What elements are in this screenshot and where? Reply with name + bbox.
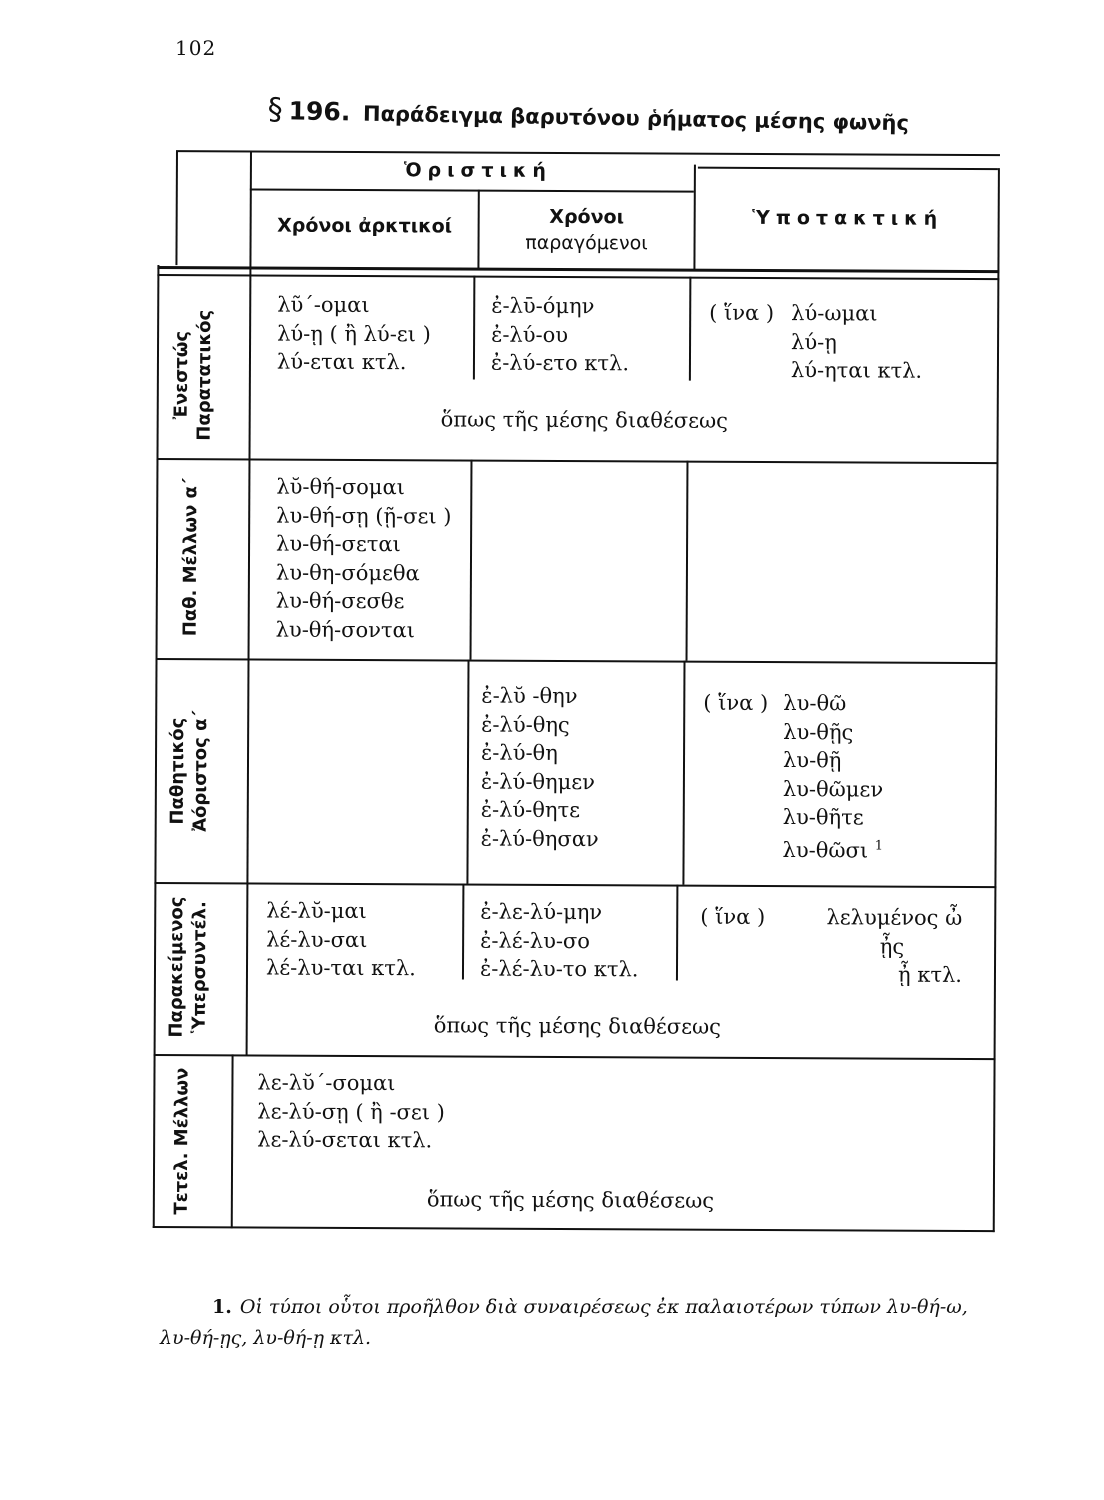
table-border-left: [153, 265, 160, 1228]
row-label-parakeimenos-1: Παρακείμενος: [165, 896, 188, 1038]
section-number: 196.: [288, 96, 351, 127]
row1-arktikoi: [277, 291, 431, 377]
label-column-divider-lower: [231, 1054, 234, 1228]
section-title: [267, 92, 909, 138]
row3-bottom: [154, 882, 996, 888]
form: ἐ-λύ-θη: [481, 740, 558, 765]
header-paragomenoi-line2: παραγόμενοι: [525, 231, 648, 255]
form: ᾖς: [879, 934, 905, 959]
row2-divider-b: [686, 461, 689, 661]
form: ἐ-λύ-ου: [491, 322, 569, 347]
row-label-enestos: [169, 285, 220, 465]
form: λυ-θῶμεν: [782, 776, 884, 802]
row4-divider-b: [676, 885, 678, 981]
row1-note: ὅπως τῆς μέσης διαθέσεως: [440, 407, 728, 433]
header-bottom-rule-2: [157, 274, 999, 280]
row1-hina: ( ἵνα ): [709, 300, 775, 326]
row5-note: ὅπως τῆς μέσης διαθέσεως: [426, 1187, 715, 1213]
form: λε-λύ-σεται κτλ.: [257, 1127, 433, 1153]
row1-paragomenoi: [491, 292, 630, 378]
form: λύ-ῃ ( ἢ λύ-ει ): [277, 321, 431, 346]
form: ἐ-λε-λύ-μην: [480, 899, 603, 925]
header-divider-ypotaktiki: [693, 165, 696, 271]
row-label-aoristos-1: Παθητικός: [166, 717, 189, 825]
row-label-tetelesmenos-mellon: [170, 1051, 197, 1231]
row2-divider-a: [470, 460, 473, 660]
table-border-right: [993, 168, 1000, 1232]
table-border-bottom: [153, 1226, 995, 1232]
row1-bottom: [156, 458, 998, 464]
header-ypotaktiki-top: [698, 167, 998, 170]
label-column-divider: [246, 150, 252, 1054]
row-label-parakeimenos: [165, 877, 216, 1057]
row-label-aoristos: [165, 671, 216, 871]
row3-paragomenoi: [481, 682, 600, 854]
row4-note: ὅπως τῆς μέσης διαθέσεως: [433, 1013, 721, 1039]
form: [783, 832, 884, 865]
form: ἐ-λῠ -θην: [481, 683, 578, 709]
form: λῠ-θή-σομαι: [276, 474, 405, 500]
form: λελυμένος ὦ: [826, 905, 963, 930]
form: λυ-θή-σεσθε: [275, 588, 405, 614]
footnote-line-1: Οἱ τύποι οὗτοι προῆλθον διὰ συναιρέσεως ἐκ παλαιοτέρων τύπων λυ-θή-ω,: [239, 1296, 968, 1318]
header-paragomenoi-line1: Χρόνοι: [549, 205, 625, 229]
row-label-parakeimenos-2: Ὑπερσυντέλ.: [188, 901, 211, 1034]
row4-arktikoi: [266, 897, 416, 983]
form: λέ-λῠ-μαι: [266, 898, 367, 924]
table-border-top: [178, 150, 1000, 156]
form: λε-λύ-σῃ ( ἢ -σει ): [257, 1098, 445, 1124]
footnote-ref: 1: [874, 838, 884, 854]
row3-divider-a: [466, 660, 469, 884]
form: λύ-εται κτλ.: [276, 349, 407, 375]
row-label-enestos-1: Ἐνεστώς: [170, 330, 193, 420]
form: λυ-θή-σεται: [276, 531, 401, 557]
form: λυ-θῆτε: [782, 805, 864, 830]
form: ἐ-λύ-θης: [481, 712, 570, 737]
form: ᾖ κτλ.: [897, 962, 963, 987]
form: ἐ-λύ-ετο κτλ.: [490, 350, 630, 376]
form: ἐ-λύ-θησαν: [480, 826, 599, 851]
row3-hina: ( ἵνα ): [703, 690, 769, 715]
conjugation-table: [153, 150, 1000, 1232]
row-label-enestos-2: Παρατατικός: [193, 309, 216, 441]
form: λε-λῠ΄-σομαι: [257, 1070, 396, 1096]
header-divider-tenses: [477, 190, 479, 270]
form: λυ-θῇ: [782, 748, 842, 773]
row5-arktikoi: [257, 1068, 445, 1154]
row3-divider-b: [682, 661, 685, 885]
form: λυ-θή-σονται: [275, 617, 415, 642]
row-label-pathitikos-mellon-1: Παθ. Μέλλων α΄: [179, 478, 202, 637]
form: λύ-ηται κτλ.: [790, 358, 923, 383]
row1-divider-a: [473, 276, 476, 380]
row-label-pathitikos-mellon: [179, 457, 206, 657]
footnote: [160, 1292, 1000, 1354]
header-oristiki-underline: [250, 188, 694, 192]
form-text: λυ-θῶσι: [782, 837, 869, 862]
footnote-mark: 1.: [212, 1296, 232, 1318]
form: λυ-θή-σῃ (ῇ-σει ): [276, 503, 452, 528]
header-ypotaktiki: Ὑποτακτική: [752, 206, 944, 230]
row2-bottom: [156, 658, 998, 664]
form: λυ-θῶ: [783, 691, 847, 716]
form: λυ-θῇς: [783, 719, 854, 744]
row1-ypotaktiki: [791, 299, 923, 385]
form: λύ-ωμαι: [791, 301, 878, 326]
row4-hina: ( ἵνα ): [700, 904, 766, 929]
row4-ypotaktiki: [782, 903, 962, 989]
section-heading: Παράδειγμα βαρυτόνου ῥήματος μέσης φωνῆς: [362, 101, 910, 136]
row2-arktikoi: [276, 473, 452, 645]
header-oristiki: Ὁριστική: [403, 159, 553, 182]
row1-divider-b: [689, 277, 692, 381]
header-arktikoi: Χρόνοι ἀρκτικοί: [277, 214, 453, 238]
form: ἐ-λῡ-όμην: [491, 293, 595, 319]
form: ἐ-λέ-λυ-το κτλ.: [479, 956, 639, 982]
footnote-line-2: λυ-θή-ῃς, λυ-θή-ῃ κτλ.: [160, 1327, 372, 1349]
row4-paragomenoi: [480, 898, 639, 984]
row3-ypotaktiki: [783, 689, 884, 864]
form: λέ-λυ-σαι: [266, 927, 368, 952]
table-border-left-upper: [175, 150, 178, 265]
section-sign: §: [267, 92, 283, 128]
form: λέ-λυ-ται κτλ.: [265, 955, 416, 981]
header-bottom-rule: [157, 266, 999, 273]
form: ἐ-λύ-θημεν: [480, 769, 596, 794]
form: ἐ-λύ-θητε: [480, 797, 581, 823]
form: λυ-θη-σόμεθα: [275, 560, 420, 585]
row-label-aoristos-2: Ἀόριστος α΄: [189, 710, 212, 832]
form: ἐ-λέ-λυ-σο: [480, 928, 591, 953]
form: λῦ΄-ομαι: [277, 292, 370, 318]
form: λύ-ῃ: [791, 329, 837, 354]
row4-divider-a: [462, 883, 464, 979]
page-number: 102: [175, 36, 217, 60]
row4-bottom: [154, 1054, 996, 1060]
row-label-tetelesmenos-mellon-1: Τετελ. Μέλλων: [170, 1067, 193, 1215]
